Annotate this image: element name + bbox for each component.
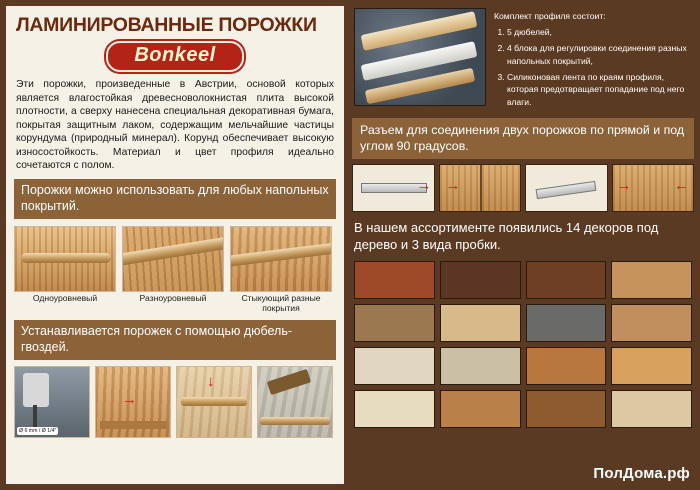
photo-kit-profile: [354, 8, 486, 106]
photo-captions: [14, 294, 336, 314]
swatch: [526, 347, 607, 385]
swatch: [611, 390, 692, 428]
photo-insert-dowel: →: [95, 366, 171, 438]
diagram-angle-connector: [525, 164, 608, 212]
swatch: [440, 347, 521, 385]
swatch: [611, 347, 692, 385]
profile-photo-row: [14, 226, 336, 292]
usage-band: Порожки можно использовать для любых напольных покрытий.: [14, 179, 336, 219]
swatch: [354, 261, 435, 299]
left-panel: [6, 6, 344, 484]
swatch: [354, 304, 435, 342]
swatch: [440, 261, 521, 299]
right-panel: [352, 6, 694, 484]
brand-badge: Bonkeel: [106, 41, 243, 72]
swatch: [611, 261, 692, 299]
photo-multi-level: [122, 226, 224, 292]
kit-item-1: 1. 5 дюбелей,: [507, 26, 694, 39]
photo-joining: [230, 226, 332, 292]
diagram-straight-connector: →: [352, 164, 435, 212]
swatch: [526, 390, 607, 428]
caption-single-level: Одноуровневый: [32, 293, 98, 304]
assortment-text: В нашем ассортименте появились 14 декоров под дерево и 3 вида пробки.: [354, 220, 659, 253]
caption-multi-level: Разноуровневый: [139, 293, 207, 304]
kit-heading: Комплект профиля состоит:: [494, 11, 606, 21]
kit-section: [354, 8, 694, 112]
page-title: ЛАМИНИРОВАННЫЕ ПОРОЖКИ: [16, 14, 317, 36]
connector-diagram-row: [352, 164, 694, 212]
install-photo-row: [14, 366, 336, 438]
kit-item-2: 2. 4 блока для регулировки соединения разных напольных покрытий,: [507, 42, 694, 68]
swatch: [354, 347, 435, 385]
kit-list: [494, 8, 694, 112]
kit-item-3: 3. Силиконовая лента по краям профиля, которая предотвращает попадание под него влаги.: [507, 71, 694, 110]
install-band: Устанавливается порожек с помощью дюбель-гвоздей.: [14, 320, 336, 360]
site-footer-logo: ПолДома.рф: [593, 465, 690, 482]
swatch: [526, 304, 607, 342]
photo-single-level: [14, 226, 116, 292]
photo-hammering: [257, 366, 333, 438]
connector-band: Разъем для соединения двух порожков по прямой и под углом 90 градусов.: [352, 118, 694, 159]
diagram-straight-joint: →: [439, 164, 522, 212]
photo-align-profile: ↓: [176, 366, 252, 438]
photo-drilling: [14, 366, 90, 438]
caption-joining: Стыкующий разные покрытия: [241, 293, 321, 314]
swatch: [526, 261, 607, 299]
swatch: [354, 390, 435, 428]
diagram-angle-joint: → ←: [612, 164, 695, 212]
swatch: [440, 390, 521, 428]
swatch-grid: [354, 261, 692, 428]
swatch: [440, 304, 521, 342]
brand-badge-wrap: [14, 41, 336, 72]
intro-paragraph: Эти порожки, произведенные в Австрии, основой которых является влагостойкая древесноволокнистая плита высокой плотности, а сверху нанесена специальная декоративная бумага, покрытая защитным лаком, содержащим мельчайшие частицы корундума (природный минерал). Корунд обеспечивает высокую износостойкость. Материал и цвет профиля идеально сочетаются с полом.: [16, 79, 334, 172]
swatch: [611, 304, 692, 342]
drill-size-label: Ø 6 mm / Ø 1/4": [19, 428, 57, 435]
